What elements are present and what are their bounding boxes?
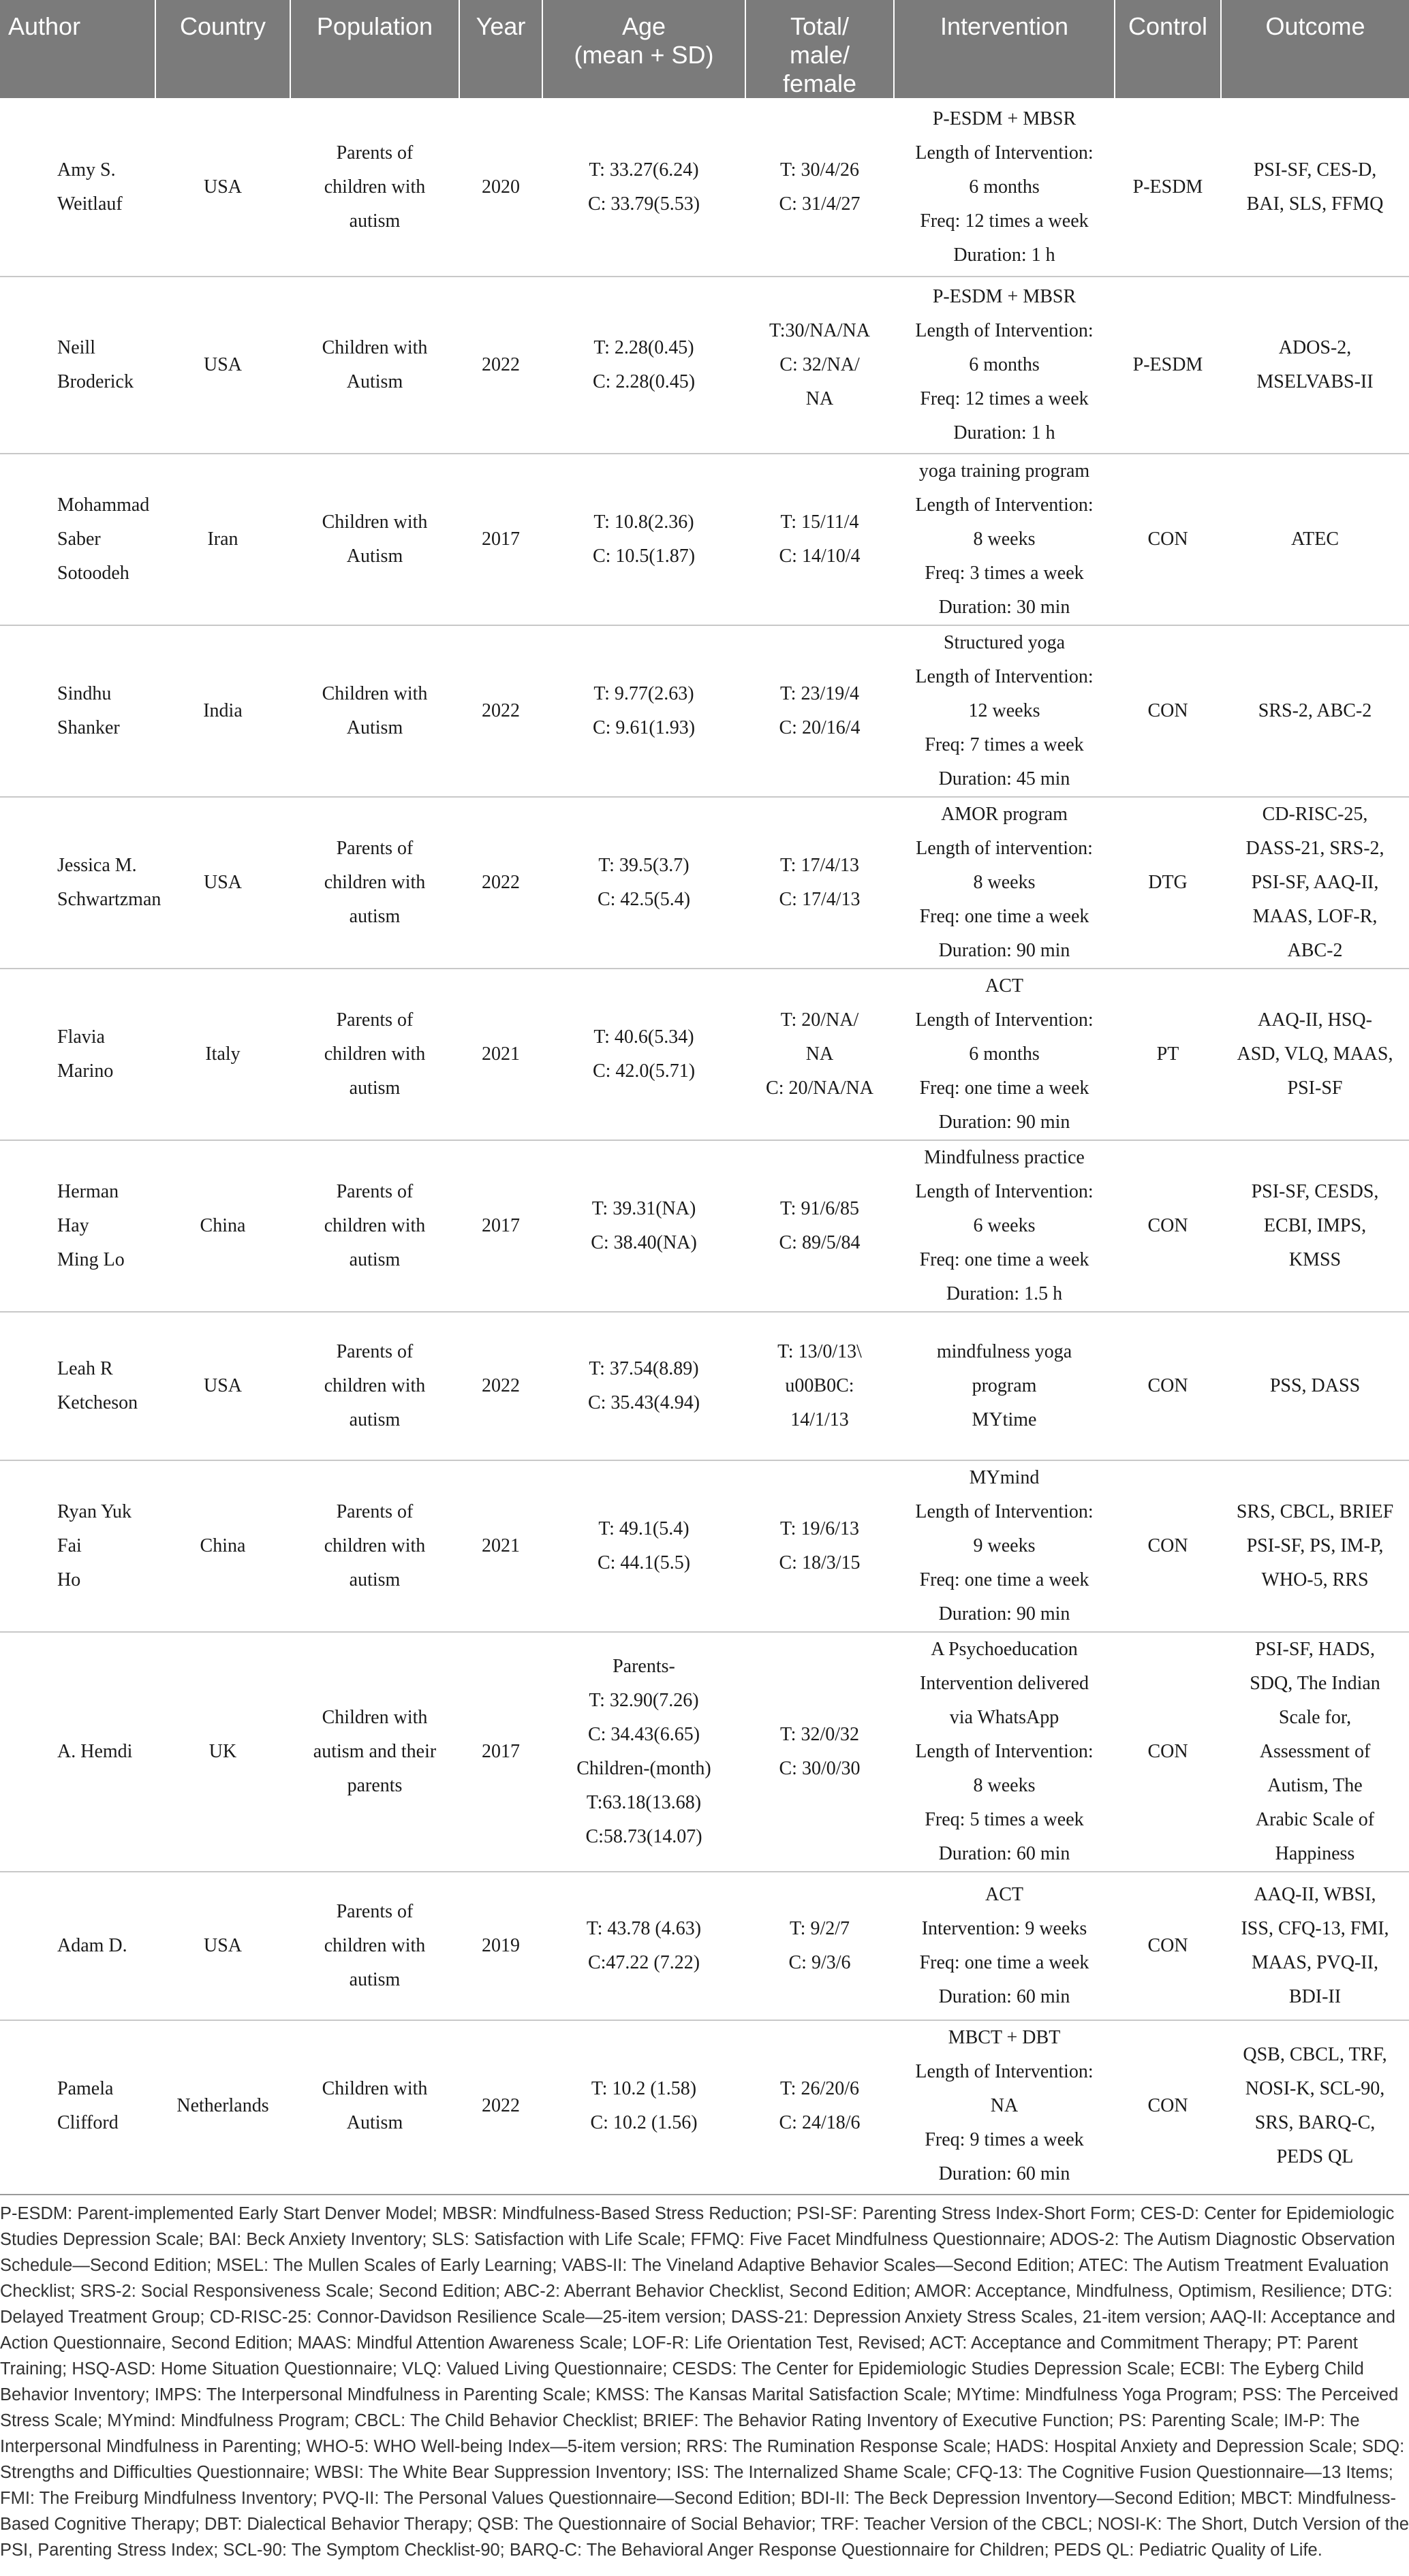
cell-control: CON	[1115, 1872, 1221, 2020]
cell-author: A. Hemdi	[0, 1632, 155, 1872]
table-body	[0, 98, 1409, 2191]
cell-country: China	[155, 1140, 290, 1312]
cell-intervention: Structured yoga Length of Intervention: 12 weeks Freq: 7 times a week Duration: 45 min	[894, 625, 1115, 797]
cell-population: Parents of children with autism	[290, 1460, 459, 1632]
cell-intervention: A Psychoeducation Intervention delivered via WhatsApp Length of Intervention: 8 weeks Freq: 5 times a week Duration: 60 min	[894, 1632, 1115, 1872]
header-country: Country	[155, 0, 290, 98]
cell-age: T: 10.8(2.36) C: 10.5(1.87)	[542, 454, 745, 625]
cell-control: CON	[1115, 1632, 1221, 1872]
cell-total: T: 17/4/13 C: 17/4/13	[745, 797, 894, 969]
cell-author: Mohammad Saber Sotoodeh	[0, 454, 155, 625]
cell-intervention: MBCT + DBT Length of Intervention: NA Freq: 9 times a week Duration: 60 min	[894, 2020, 1115, 2191]
cell-outcome: PSI-SF, CES-D, BAI, SLS, FFMQ	[1246, 159, 1384, 215]
cell-age: T: 9.77(2.63) C: 9.61(1.93)	[542, 625, 745, 797]
cell-population: Children with Autism	[290, 277, 459, 454]
cell-intervention: ACT Length of Intervention: 6 months Freq: one time a week Duration: 90 min	[894, 969, 1115, 1140]
cell-year: 2021	[459, 1460, 542, 1632]
cell-age: T: 39.5(3.7) C: 42.5(5.4)	[542, 797, 745, 969]
cell-year: 2021	[459, 969, 542, 1140]
header-outcome: Outcome	[1221, 0, 1409, 98]
cell-total: T: 32/0/32 C: 30/0/30	[745, 1632, 894, 1872]
cell-control: CON	[1115, 1312, 1221, 1460]
cell-outcome: AAQ-II, HSQ- ASD, VLQ, MAAS, PSI-SF	[1221, 969, 1409, 1140]
cell-year: 2022	[459, 797, 542, 969]
cell-total: T: 9/2/7 C: 9/3/6	[745, 1872, 894, 2020]
table-row	[0, 1140, 1409, 1312]
cell-year: 2017	[459, 1632, 542, 1872]
header-population: Population	[290, 0, 459, 98]
cell-author: Pamela Clifford	[0, 2020, 155, 2191]
cell-author: Adam D.	[0, 1872, 155, 2020]
table-row	[0, 969, 1409, 1140]
cell-year: 2022	[459, 2020, 542, 2191]
cell-author: Flavia Marino	[0, 969, 155, 1140]
cell-total: T: 19/6/13 C: 18/3/15	[745, 1460, 894, 1632]
cell-outcome: PSS, DASS	[1221, 1312, 1409, 1460]
cell-intervention: yoga training program Length of Intervention: 8 weeks Freq: 3 times a week Duration: 30 min	[894, 454, 1115, 625]
cell-author: Ryan Yuk Fai Ho	[0, 1460, 155, 1632]
cell-country: China	[155, 1460, 290, 1632]
cell-author: Amy S. Weitlauf	[57, 159, 123, 215]
cell-population: Parents of children with autism	[324, 142, 426, 232]
cell-outcome: QSB, CBCL, TRF, NOSI-K, SCL-90, SRS, BARQ-C, PEDS QL	[1221, 2020, 1409, 2191]
cell-age: T: 37.54(8.89) C: 35.43(4.94)	[542, 1312, 745, 1460]
cell-intervention: ACT Intervention: 9 weeks Freq: one time a week Duration: 60 min	[894, 1872, 1115, 2020]
header-age: Age (mean + SD)	[542, 0, 745, 98]
cell-age: Parents- T: 32.90(7.26) C: 34.43(6.65) Children-(month) T:63.18(13.68) C:58.73(14.07)	[542, 1632, 745, 1872]
cell-intervention: P-ESDM + MBSR Length of Intervention: 6 months Freq: 12 times a week Duration: 1 h	[894, 277, 1115, 454]
cell-outcome: AAQ-II, WBSI, ISS, CFQ-13, FMI, MAAS, PVQ-II, BDI-II	[1221, 1872, 1409, 2020]
cell-author: Herman Hay Ming Lo	[0, 1140, 155, 1312]
cell-control: P-ESDM	[1132, 176, 1203, 198]
cell-country: India	[155, 625, 290, 797]
cell-intervention: MYmind Length of Intervention: 9 weeks Freq: one time a week Duration: 90 min	[894, 1460, 1115, 1632]
cell-outcome: SRS, CBCL, BRIEF PSI-SF, PS, IM-P, WHO-5, RRS	[1221, 1460, 1409, 1632]
table-row	[0, 1872, 1409, 2020]
cell-population: Children with autism and their parents	[290, 1632, 459, 1872]
cell-control: PT	[1115, 969, 1221, 1140]
cell-control: CON	[1115, 454, 1221, 625]
header-author: Author	[0, 0, 155, 98]
cell-outcome: ADOS-2, MSELVABS-II	[1221, 277, 1409, 454]
cell-country: USA	[155, 277, 290, 454]
cell-total: T: 26/20/6 C: 24/18/6	[745, 2020, 894, 2191]
cell-country: Iran	[155, 454, 290, 625]
cell-author: Sindhu Shanker	[0, 625, 155, 797]
header-intervention: Intervention	[894, 0, 1115, 98]
cell-total: T: 23/19/4 C: 20/16/4	[745, 625, 894, 797]
table-row	[0, 797, 1409, 969]
cell-outcome: PSI-SF, CESDS, ECBI, IMPS, KMSS	[1221, 1140, 1409, 1312]
cell-outcome: ATEC	[1221, 454, 1409, 625]
table-row	[0, 277, 1409, 454]
header-row	[0, 0, 1409, 98]
cell-outcome: CD-RISC-25, DASS-21, SRS-2, PSI-SF, AAQ-II, MAAS, LOF-R, ABC-2	[1221, 797, 1409, 969]
cell-outcome: SRS-2, ABC-2	[1221, 625, 1409, 797]
header-control: Control	[1115, 0, 1221, 98]
cell-country: Italy	[155, 969, 290, 1140]
header-year: Year	[459, 0, 542, 98]
cell-control: DTG	[1115, 797, 1221, 969]
table-row	[0, 2020, 1409, 2191]
cell-country: Netherlands	[155, 2020, 290, 2191]
cell-population: Parents of children with autism	[290, 969, 459, 1140]
cell-population: Children with Autism	[290, 2020, 459, 2191]
cell-age: T: 40.6(5.34) C: 42.0(5.71)	[542, 969, 745, 1140]
cell-population: Children with Autism	[290, 625, 459, 797]
cell-country: USA	[155, 797, 290, 969]
cell-author: Jessica M. Schwartzman	[0, 797, 155, 969]
cell-total: T: 20/NA/ NA C: 20/NA/NA	[745, 969, 894, 1140]
cell-intervention: mindfulness yoga program MYtime	[894, 1312, 1115, 1460]
table-row	[0, 625, 1409, 797]
cell-total: T:30/NA/NA C: 32/NA/ NA	[745, 277, 894, 454]
cell-total: T: 30/4/26 C: 31/4/27	[779, 159, 861, 215]
cell-country: USA	[203, 176, 242, 198]
cell-control: CON	[1115, 1460, 1221, 1632]
abbreviations-footnote: P-ESDM: Parent-implemented Early Start Denver Model; MBSR: Mindfulness-Based Stress Reduction; PSI-SF: Parenting Stress Index-Short Form; CES-D: Center for Epidemiologic Studies Depression Scale; BAI: Beck Anxiety Inventory; SLS: Satisfaction with Life Scale; FFMQ: Five Facet Mindfulness Questionnaire; ADOS-2: The Autism Diagnostic Observation Schedule—Second Edition; MSEL: The Mullen Scales of Early Learning; VABS-II: The Vineland Adaptive Behavior Scales—Second Edition; ATEC: The Autism Treatment Evaluation Checklist; SRS-2: Social Responsiveness Scale; Second Edition; ABC-2: Aberrant Behavior Checklist, Second Edition; AMOR: Acceptance, Mindfulness, Optimism, Resilience; DTG: Delayed Treatment Group; CD-RISC-25: Connor-Davidson Resilience Scale—25-item version; DASS-21: Depression Anxiety Stress Scales, 21-item version; AAQ-II: Acceptance and Action Questionnaire, Second Edition; MAAS: Mindful Attention Awareness Scale; LOF-R: Life Orientation Test, Revised; ACT: Acceptance and Commitment Therapy; PT: Parent Training; HSQ-ASD: Home Situation Questionnaire; VLQ: Valued Living Questionnaire; CESDS: The Center for Epidemiologic Studies Depression Scale; ECBI: The Eyberg Child Behavior Inventory; IMPS: The Interpersonal Mindfulness in Parenting Scale; KMSS: The Kansas Marital Satisfaction Scale; MYtime: Mindfulness Yoga Program; PSS: The Perceived Stress Scale; MYmind: Mindfulness Program; CBCL: The Child Behavior Checklist; BRIEF: The Behavior Rating Inventory of Executive Function; PS: Parenting Scale; IM-P: The Interpersonal Mindfulness in Parenting; WHO-5: WHO Well-being Index—5-item version; RRS: The Rumination Response Scale; HADS: Hospital Anxiety and Depression Scale; SDQ: Strengths and Difficulties Questionnaire; WBSI: The White Bear Suppression Inventory; ISS: The Internalized Shame Scale; CFQ-13: The Cognitive Fusion Questionnaire—13 Items; FMI: The Freiburg Mindfulness Inventory; PVQ-II: The Personal Values Questionnaire—Second Edition; BDI-II: The Beck Depression Inventory—Second Edition; MBCT: Mindfulness-Based Cognitive Therapy; DBT: Dialectical Behavior Therapy; QSB: The Questionnaire of Social Behavior; TRF: Teacher Version of the CBCL; NOSI-K: The Short, Dutch Version of the PSI, Parenting Stress Index; SCL-90: The Symptom Checklist-90; BARQ-C: The Behavioral Anger Response Questionnaire for Children; PEDS QL: Pediatric Quality of Life.	[0, 2194, 1409, 2563]
cell-control: CON	[1115, 1140, 1221, 1312]
cell-total: T: 13/0/13\ u00B0C: 14/1/13	[745, 1312, 894, 1460]
cell-control: P-ESDM	[1115, 277, 1221, 454]
cell-author: Neill Broderick	[0, 277, 155, 454]
header-total: Total/ male/ female	[745, 0, 894, 98]
cell-population: Children with Autism	[290, 454, 459, 625]
cell-population: Parents of children with autism	[290, 797, 459, 969]
table-row	[0, 1632, 1409, 1872]
cell-year: 2022	[459, 625, 542, 797]
cell-country: UK	[155, 1632, 290, 1872]
cell-intervention: P-ESDM + MBSR Length of Intervention: 6 months Freq: 12 times a week Duration: 1 h	[915, 108, 1094, 266]
cell-control: CON	[1115, 625, 1221, 797]
cell-year: 2022	[459, 277, 542, 454]
cell-outcome: PSI-SF, HADS, SDQ, The Indian Scale for, Assessment of Autism, The Arabic Scale of Happiness	[1221, 1632, 1409, 1872]
cell-country: USA	[155, 1872, 290, 2020]
cell-age: T: 33.27(6.24) C: 33.79(5.53)	[587, 159, 700, 215]
cell-country: USA	[155, 1312, 290, 1460]
cell-year: 2019	[459, 1872, 542, 2020]
cell-total: T: 15/11/4 C: 14/10/4	[745, 454, 894, 625]
cell-age: T: 43.78 (4.63) C:47.22 (7.22)	[542, 1872, 745, 2020]
cell-total: T: 91/6/85 C: 89/5/84	[745, 1140, 894, 1312]
table-row	[0, 1312, 1409, 1460]
cell-age: T: 10.2 (1.58) C: 10.2 (1.56)	[542, 2020, 745, 2191]
table-row	[0, 1460, 1409, 1632]
table-row	[0, 98, 1409, 277]
cell-author: Leah R Ketcheson	[0, 1312, 155, 1460]
cell-year: 2017	[459, 1140, 542, 1312]
table-row	[0, 454, 1409, 625]
cell-year: 2020	[482, 176, 520, 198]
cell-year: 2017	[459, 454, 542, 625]
cell-age: T: 49.1(5.4) C: 44.1(5.5)	[542, 1460, 745, 1632]
cell-population: Parents of children with autism	[290, 1140, 459, 1312]
cell-control: CON	[1115, 2020, 1221, 2191]
cell-intervention: Mindfulness practice Length of Intervention: 6 weeks Freq: one time a week Duration: 1.5 h	[894, 1140, 1115, 1312]
cell-population: Parents of children with autism	[290, 1872, 459, 2020]
cell-population: Parents of children with autism	[290, 1312, 459, 1460]
cell-intervention: AMOR program Length of intervention: 8 weeks Freq: one time a week Duration: 90 min	[894, 797, 1115, 969]
cell-age: T: 2.28(0.45) C: 2.28(0.45)	[542, 277, 745, 454]
cell-year: 2022	[459, 1312, 542, 1460]
cell-age: T: 39.31(NA) C: 38.40(NA)	[542, 1140, 745, 1312]
